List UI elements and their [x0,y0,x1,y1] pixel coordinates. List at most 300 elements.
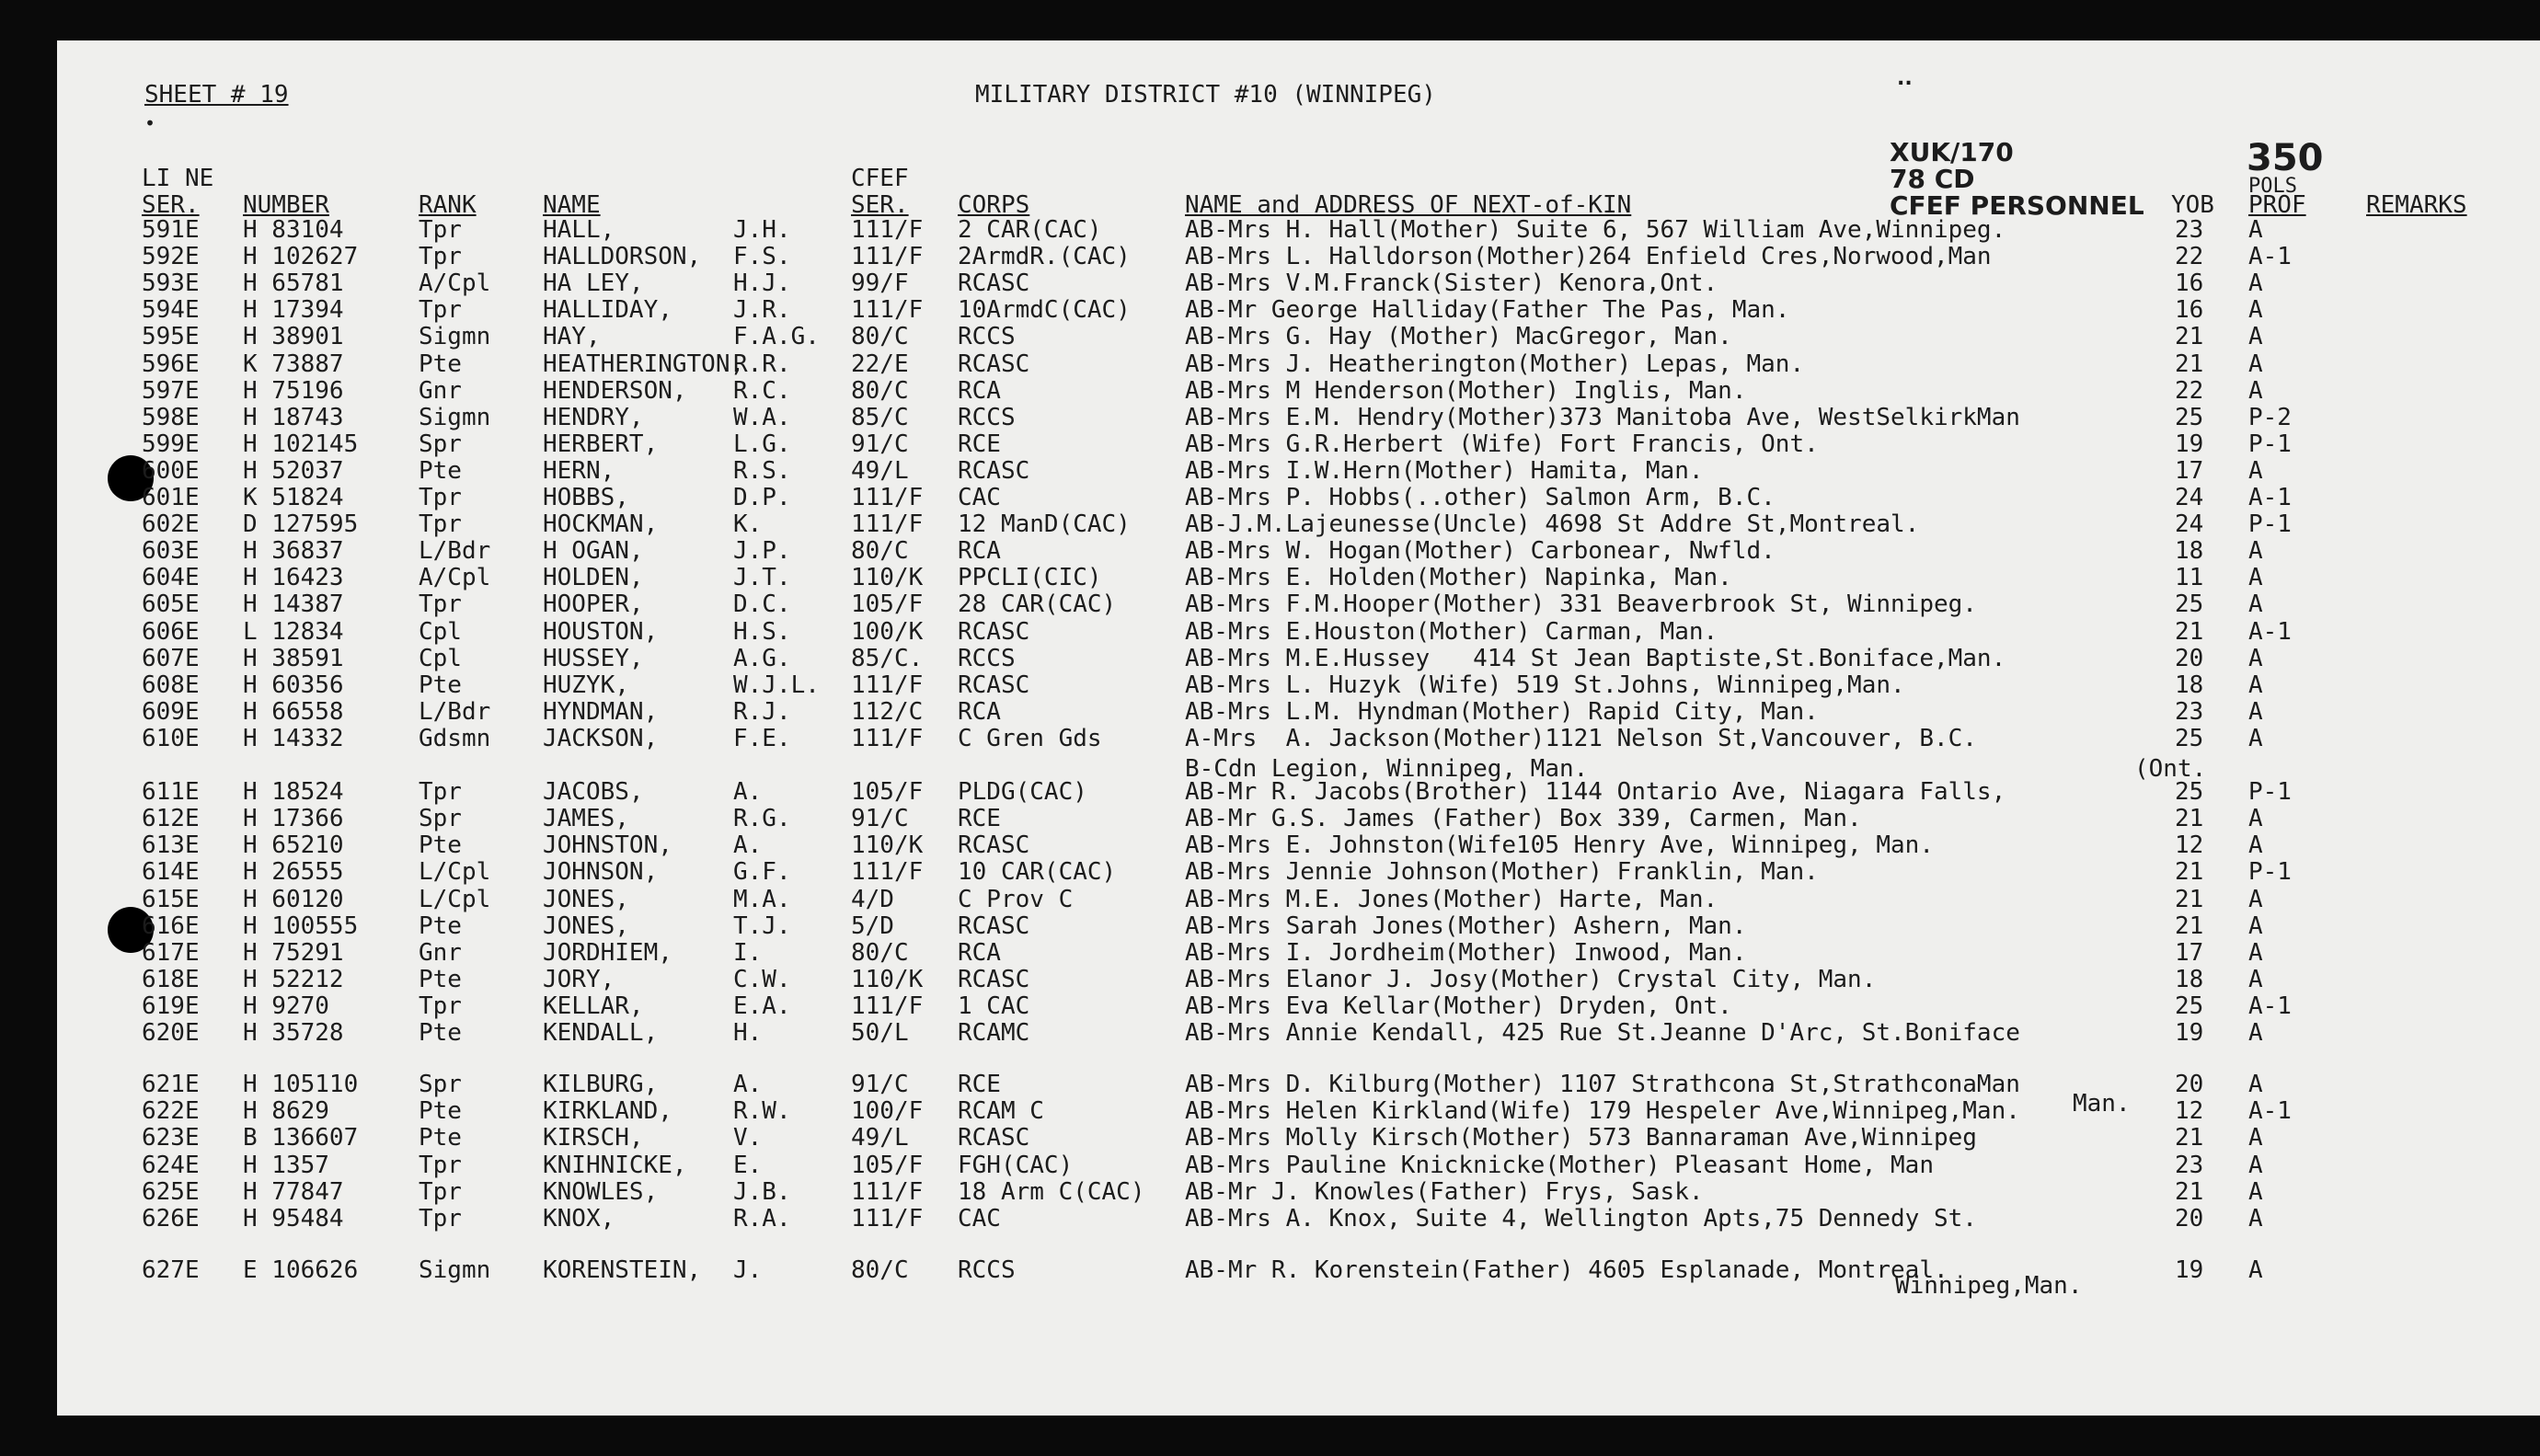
service-number: H 14332 [243,724,344,752]
corps: 28 CAR(CAC) [958,590,1117,619]
corps: RCAM C [958,1097,1044,1126]
table-row [57,405,2540,430]
service-number: L 12834 [243,617,344,646]
next-of-kin: AB-Mr R. Jacobs(Brother) 1144 Ontario Ave, Niagara Falls, [1185,778,2006,807]
prof: A [2248,965,2263,993]
initials: L.G. [733,430,791,458]
table-row [57,1072,2540,1097]
year-of-birth: 24 [2175,484,2204,511]
rank: Spr [419,805,462,833]
line-number: 624E [142,1151,200,1179]
next-of-kin: AB-Mrs V.M.Franck(Sister) Kenora,Ont. [1185,269,1718,298]
table-row [57,913,2540,939]
corps: RCCS [958,403,1016,431]
cfef-ser: 91/C [851,1071,909,1099]
year-of-birth: 18 [2175,965,2204,993]
next-of-kin: AB-Mr G.S. James (Father) Box 339, Carmen, Man. [1185,805,1862,833]
next-of-kin: AB-Mrs L. Huzyk (Wife) 519 St.Johns, Winnipeg,Man. [1185,671,1905,699]
line-number: 591E [142,216,200,244]
table-row [57,565,2540,590]
corps: RCASC [958,350,1030,378]
service-number: H 52037 [243,456,344,485]
line-number: 615E [142,885,200,913]
corps: FGH(CAC) [958,1151,1074,1179]
surname: HUZYK, [543,671,629,699]
next-of-kin: AB-Mrs Eva Kellar(Mother) Dryden, Ont. [1185,992,1732,1020]
rank: Tpr [419,510,462,539]
prof: A-1 [2248,1097,2292,1126]
service-number: H 26555 [243,858,344,887]
table-row [57,779,2540,805]
table-row [57,244,2540,269]
year-of-birth: 16 [2175,269,2204,298]
table-row [57,217,2540,243]
initials: J. [733,1255,763,1284]
initials: F.E. [733,724,791,752]
initials: W.J.L. [733,671,820,699]
table-row [57,1179,2540,1205]
rank: Sigmn [419,323,491,351]
rank: Pte [419,965,462,993]
rank: Pte [419,1019,462,1047]
surname: HERN, [543,456,615,485]
corps: RCE [958,805,1001,833]
service-number: H 38591 [243,644,344,672]
col-corps: CORPS [958,191,1030,219]
line-number: 603E [142,537,200,566]
rank: L/Cpl [419,858,491,887]
year-of-birth: 24 [2175,510,2204,539]
next-of-kin: AB-Mrs Pauline Knicknicke(Mother) Pleasant Home, Man [1185,1151,1934,1179]
cfef-ser: 80/C [851,323,909,351]
service-number: H 95484 [243,1204,344,1232]
cfef-ser: 105/F [851,1151,924,1179]
line-number: 611E [142,778,200,807]
next-of-kin: AB-Mrs Annie Kendall, 425 Rue St.Jeanne D'Arc, St.Boniface [1185,1019,2020,1047]
surname: KELLAR, [543,992,644,1020]
next-of-kin: AB-Mrs G.R.Herbert (Wife) Fort Francis, Ont. [1185,430,1819,458]
cfef-ser: 110/K [851,831,924,860]
table-row [57,726,2540,751]
cfef-ser: 110/K [851,564,924,592]
surname: HERBERT, [543,430,659,458]
service-number: H 16423 [243,564,344,592]
line-number: 597E [142,376,200,405]
rank: Sigmn [419,403,491,431]
prof: A [2248,1177,2263,1206]
prof: A [2248,938,2263,967]
surname: JACKSON, [543,724,659,752]
year-of-birth: 25 [2175,724,2204,752]
table-row [57,619,2540,645]
initials: F.S. [733,243,791,271]
surname: JORY, [543,965,615,993]
table-row [57,297,2540,323]
rank: A/Cpl [419,269,491,298]
prof: P-1 [2248,430,2292,458]
cfef-ser: 111/F [851,1204,924,1232]
year-of-birth: 20 [2175,1071,2204,1099]
rank: Tpr [419,1151,462,1179]
year-of-birth: 18 [2175,537,2204,566]
corps: RCASC [958,456,1030,485]
corps: RCASC [958,965,1030,993]
year-of-birth: 25 [2175,992,2204,1020]
table-row [57,699,2540,725]
next-of-kin: AB-Mrs Jennie Johnson(Mother) Franklin, Man. [1185,858,1819,887]
year-of-birth: 23 [2175,697,2204,726]
kin-continuation: B-Cdn Legion, Winnipeg, Man. [1185,755,1589,783]
cfef-ser: 112/C [851,697,924,726]
col-line-top: LI NE [142,165,214,192]
surname: KILBURG, [543,1071,659,1099]
cfef-ser: 111/F [851,296,924,325]
personnel-label: CFEF PERSONNEL [1890,190,2144,221]
prof: A [2248,269,2263,298]
next-of-kin: AB-Mrs Elanor J. Josy(Mother) Crystal City, Man. [1185,965,1877,993]
table-row [57,485,2540,510]
line-number: 604E [142,564,200,592]
corps: RCE [958,1071,1001,1099]
service-number: H 105110 [243,1071,359,1099]
line-number: 623E [142,1124,200,1152]
surname: JORDHIEM, [543,938,672,967]
corps: 12 ManD(CAC) [958,510,1131,539]
prof: A [2248,644,2263,672]
prof: A [2248,564,2263,592]
year-of-birth: 18 [2175,671,2204,699]
cfef-ser: 80/C [851,537,909,566]
line-number: 625E [142,1177,200,1206]
year-of-birth: 21 [2175,885,2204,913]
initials: A.G. [733,644,791,672]
rank: Tpr [419,778,462,807]
corps: CAC [958,484,1001,511]
initials: E. [733,1151,763,1179]
line-number: 613E [142,831,200,860]
rank: A/Cpl [419,564,491,592]
initials: R.G. [733,805,791,833]
cfef-ser: 50/L [851,1019,909,1047]
cfef-ser: 91/C [851,430,909,458]
year-of-birth: 21 [2175,858,2204,887]
year-of-birth: 12 [2175,831,2204,860]
next-of-kin: AB-Mrs E. Johnston(Wife105 Henry Ave, Winnipeg, Man. [1185,831,1934,860]
table-row [57,1020,2540,1046]
initials: R.C. [733,376,791,405]
prof: A [2248,805,2263,833]
cfef-ser: 111/F [851,992,924,1020]
cfef-ser: 111/F [851,216,924,244]
corps: RCASC [958,617,1030,646]
prof: P-2 [2248,403,2292,431]
table-row [57,1098,2540,1124]
corps: RCA [958,697,1001,726]
corps: RCASC [958,671,1030,699]
service-number: H 75196 [243,376,344,405]
initials: I. [733,938,763,967]
prof: A [2248,697,2263,726]
unit-code: 78 CD [1890,164,1975,194]
initials: H. [733,1019,763,1047]
surname: KNIHNICKE, [543,1151,687,1179]
surname: JOHNSON, [543,858,659,887]
surname: JONES, [543,911,629,940]
surname: HENDRY, [543,403,644,431]
line-number: 622E [142,1097,200,1126]
cfef-ser: 111/F [851,1177,924,1206]
cfef-ser: 111/F [851,510,924,539]
next-of-kin: AB-Mrs L. Halldorson(Mother)264 Enfield Cres,Norwood,Man [1185,243,1992,271]
table-row [57,993,2540,1019]
next-of-kin: AB-J.M.Lajeunesse(Uncle) 4698 St Addre St,Montreal. [1185,510,1920,539]
col-rank: RANK [419,191,477,219]
corps: PLDG(CAC) [958,778,1087,807]
line-number: 612E [142,805,200,833]
prof: A [2248,831,2263,860]
next-of-kin: AB-Mrs Helen Kirkland(Wife) 179 Hespeler Ave,Winnipeg,Man. [1185,1097,2020,1126]
corps: RCASC [958,831,1030,860]
service-number: H 102627 [243,243,359,271]
year-of-birth: 21 [2175,1177,2204,1206]
prof: A [2248,724,2263,752]
rank: Tpr [419,296,462,325]
table-row [57,324,2540,350]
corps: RCE [958,430,1001,458]
service-number: H 65210 [243,831,344,860]
line-number: 617E [142,938,200,967]
corps: RCASC [958,269,1030,298]
rank: Tpr [419,992,462,1020]
table-row [57,431,2540,457]
rank: Tpr [419,1177,462,1206]
prof: A [2248,376,2263,405]
cfef-ser: 4/D [851,885,894,913]
year-of-birth: 19 [2175,430,2204,458]
cfef-ser: 110/K [851,965,924,993]
cfef-ser: 49/L [851,456,909,485]
corps: RCA [958,376,1001,405]
line-number: 616E [142,911,200,940]
surname: HOLDEN, [543,564,644,592]
service-number: E 106626 [243,1255,359,1284]
rank: Tpr [419,243,462,271]
service-number: D 127595 [243,510,359,539]
prof: A [2248,456,2263,485]
cfef-ser: 100/K [851,617,924,646]
table-row [57,1257,2540,1283]
next-of-kin: A-Mrs A. Jackson(Mother)1121 Nelson St,Vancouver, B.C. [1185,724,1977,752]
table-row [57,351,2540,377]
cfef-ser: 100/F [851,1097,924,1126]
line-number: 599E [142,430,200,458]
table-row [57,646,2540,671]
line-number: 592E [142,243,200,271]
line-number: 595E [142,323,200,351]
surname: HAY, [543,323,601,351]
page-number: 350 [2247,137,2324,179]
year-of-birth: 21 [2175,617,2204,646]
cfef-ser: 22/E [851,350,909,378]
service-number: K 51824 [243,484,344,511]
corps: PPCLI(CIC) [958,564,1102,592]
next-of-kin: AB-Mrs J. Heatherington(Mother) Lepas, Man. [1185,350,1805,378]
line-number: 600E [142,456,200,485]
prof: A [2248,671,2263,699]
col-name: NAME [543,191,601,219]
prof: P-1 [2248,778,2292,807]
table-row [57,859,2540,885]
col-remarks: REMARKS [2366,191,2467,219]
line-number: 620E [142,1019,200,1047]
service-number: H 75291 [243,938,344,967]
prof: A-1 [2248,992,2292,1020]
line-number: 594E [142,296,200,325]
file-ref-code: XUK/170 [1890,137,2014,167]
initials: R.A. [733,1204,791,1232]
table-row [57,887,2540,912]
cfef-ser: 111/F [851,858,924,887]
cfef-ser: 111/F [851,243,924,271]
corps: C Gren Gds [958,724,1102,752]
surname: HOCKMAN, [543,510,659,539]
kin-continuation: Winnipeg,Man. [1895,1272,2083,1300]
cfef-ser: 85/C [851,403,909,431]
corps: 2 CAR(CAC) [958,216,1102,244]
col-prof: PROF [2248,191,2306,219]
service-number: H 8629 [243,1097,329,1126]
next-of-kin: AB-Mrs E. Holden(Mother) Napinka, Man. [1185,564,1732,592]
initials: R.R. [733,350,791,378]
rank: Gdsmn [419,724,491,752]
next-of-kin: AB-Mrs G. Hay (Mother) MacGregor, Man. [1185,323,1732,351]
service-number: H 17394 [243,296,344,325]
initials: M.A. [733,885,791,913]
surname: JAMES, [543,805,629,833]
prof: A [2248,537,2263,566]
rank: Pte [419,456,462,485]
next-of-kin: AB-Mrs M Henderson(Mother) Inglis, Man. [1185,376,1747,405]
rank: Cpl [419,617,462,646]
next-of-kin: AB-Mrs Sarah Jones(Mother) Ashern, Man. [1185,911,1747,940]
line-number: 606E [142,617,200,646]
rank: Tpr [419,590,462,619]
table-row [57,538,2540,564]
service-number: H 1357 [243,1151,329,1179]
district-title: MILITARY DISTRICT #10 (WINNIPEG) [975,81,1436,109]
surname: HEATHERINGTON, [543,350,745,378]
table-row [57,378,2540,404]
next-of-kin: AB-Mrs Molly Kirsch(Mother) 573 Bannaraman Ave,Winnipeg [1185,1124,1977,1152]
corps: CAC [958,1204,1001,1232]
corps: 1 CAC [958,992,1030,1020]
surname: JOHNSTON, [543,831,672,860]
corps: RCCS [958,1255,1016,1284]
initials: J.H. [733,216,791,244]
year-of-birth: 25 [2175,590,2204,619]
next-of-kin: AB-Mrs I. Jordheim(Mother) Inwood, Man. [1185,938,1747,967]
rank: Tpr [419,484,462,511]
service-number: H 52212 [243,965,344,993]
service-number: H 65781 [243,269,344,298]
service-number: B 136607 [243,1124,359,1152]
line-number: 605E [142,590,200,619]
service-number: H 38901 [243,323,344,351]
line-number: 621E [142,1071,200,1099]
table-row [57,591,2540,617]
rank: Spr [419,430,462,458]
table-row [57,1125,2540,1151]
service-number: H 102145 [243,430,359,458]
initials: A. [733,831,763,860]
next-of-kin: AB-Mrs L.M. Hyndman(Mother) Rapid City, Man. [1185,697,1819,726]
initials: F.A.G. [733,323,820,351]
next-of-kin: AB-Mrs M.E. Jones(Mother) Harte, Man. [1185,885,1718,913]
prof: P-1 [2248,858,2292,887]
next-of-kin: AB-Mr George Halliday(Father The Pas, Man. [1185,296,1790,325]
service-number: H 77847 [243,1177,344,1206]
surname: KIRSCH, [543,1124,644,1152]
year-of-birth: 23 [2175,216,2204,244]
initials: W.A. [733,403,791,431]
prof: A [2248,1124,2263,1152]
kin-continuation: Man. [2073,1090,2131,1118]
initials: D.C. [733,590,791,619]
surname: HYNDMAN, [543,697,659,726]
prof: A [2248,911,2263,940]
surname: KORENSTEIN, [543,1255,702,1284]
cfef-ser: 111/F [851,724,924,752]
year-of-birth: 19 [2175,1019,2204,1047]
service-number: H 35728 [243,1019,344,1047]
year-of-birth: 17 [2175,456,2204,485]
corps: 2ArmdR.(CAC) [958,243,1131,271]
table-row [57,1152,2540,1178]
file-ref-mark: .. [1897,67,1913,90]
initials: G.F. [733,858,791,887]
initials: A. [733,778,763,807]
corps: RCASC [958,911,1030,940]
table-row [57,806,2540,831]
rank: Cpl [419,644,462,672]
col-pols: POLS [2248,175,2297,198]
rank: Sigmn [419,1255,491,1284]
surname: HENDERSON, [543,376,687,405]
next-of-kin: AB-Mrs E.Houston(Mother) Carman, Man. [1185,617,1718,646]
surname: KNOX, [543,1204,615,1232]
service-number: H 18743 [243,403,344,431]
rank: Pte [419,831,462,860]
surname: HOOPER, [543,590,644,619]
prof: A [2248,296,2263,325]
col-number: NUMBER [243,191,329,219]
cfef-ser: 105/F [851,590,924,619]
cfef-ser: 80/C [851,938,909,967]
year-of-birth: 23 [2175,1151,2204,1179]
corps: RCA [958,537,1001,566]
cfef-ser: 111/F [851,671,924,699]
surname: HOBBS, [543,484,629,511]
surname: JONES, [543,885,629,913]
service-number: H 17366 [243,805,344,833]
prof: A [2248,1255,2263,1284]
cfef-ser: 91/C [851,805,909,833]
next-of-kin: AB-Mrs P. Hobbs(..other) Salmon Arm, B.C. [1185,484,1776,511]
line-number: 618E [142,965,200,993]
year-of-birth: 21 [2175,911,2204,940]
rank: Gnr [419,938,462,967]
initials: J.P. [733,537,791,566]
